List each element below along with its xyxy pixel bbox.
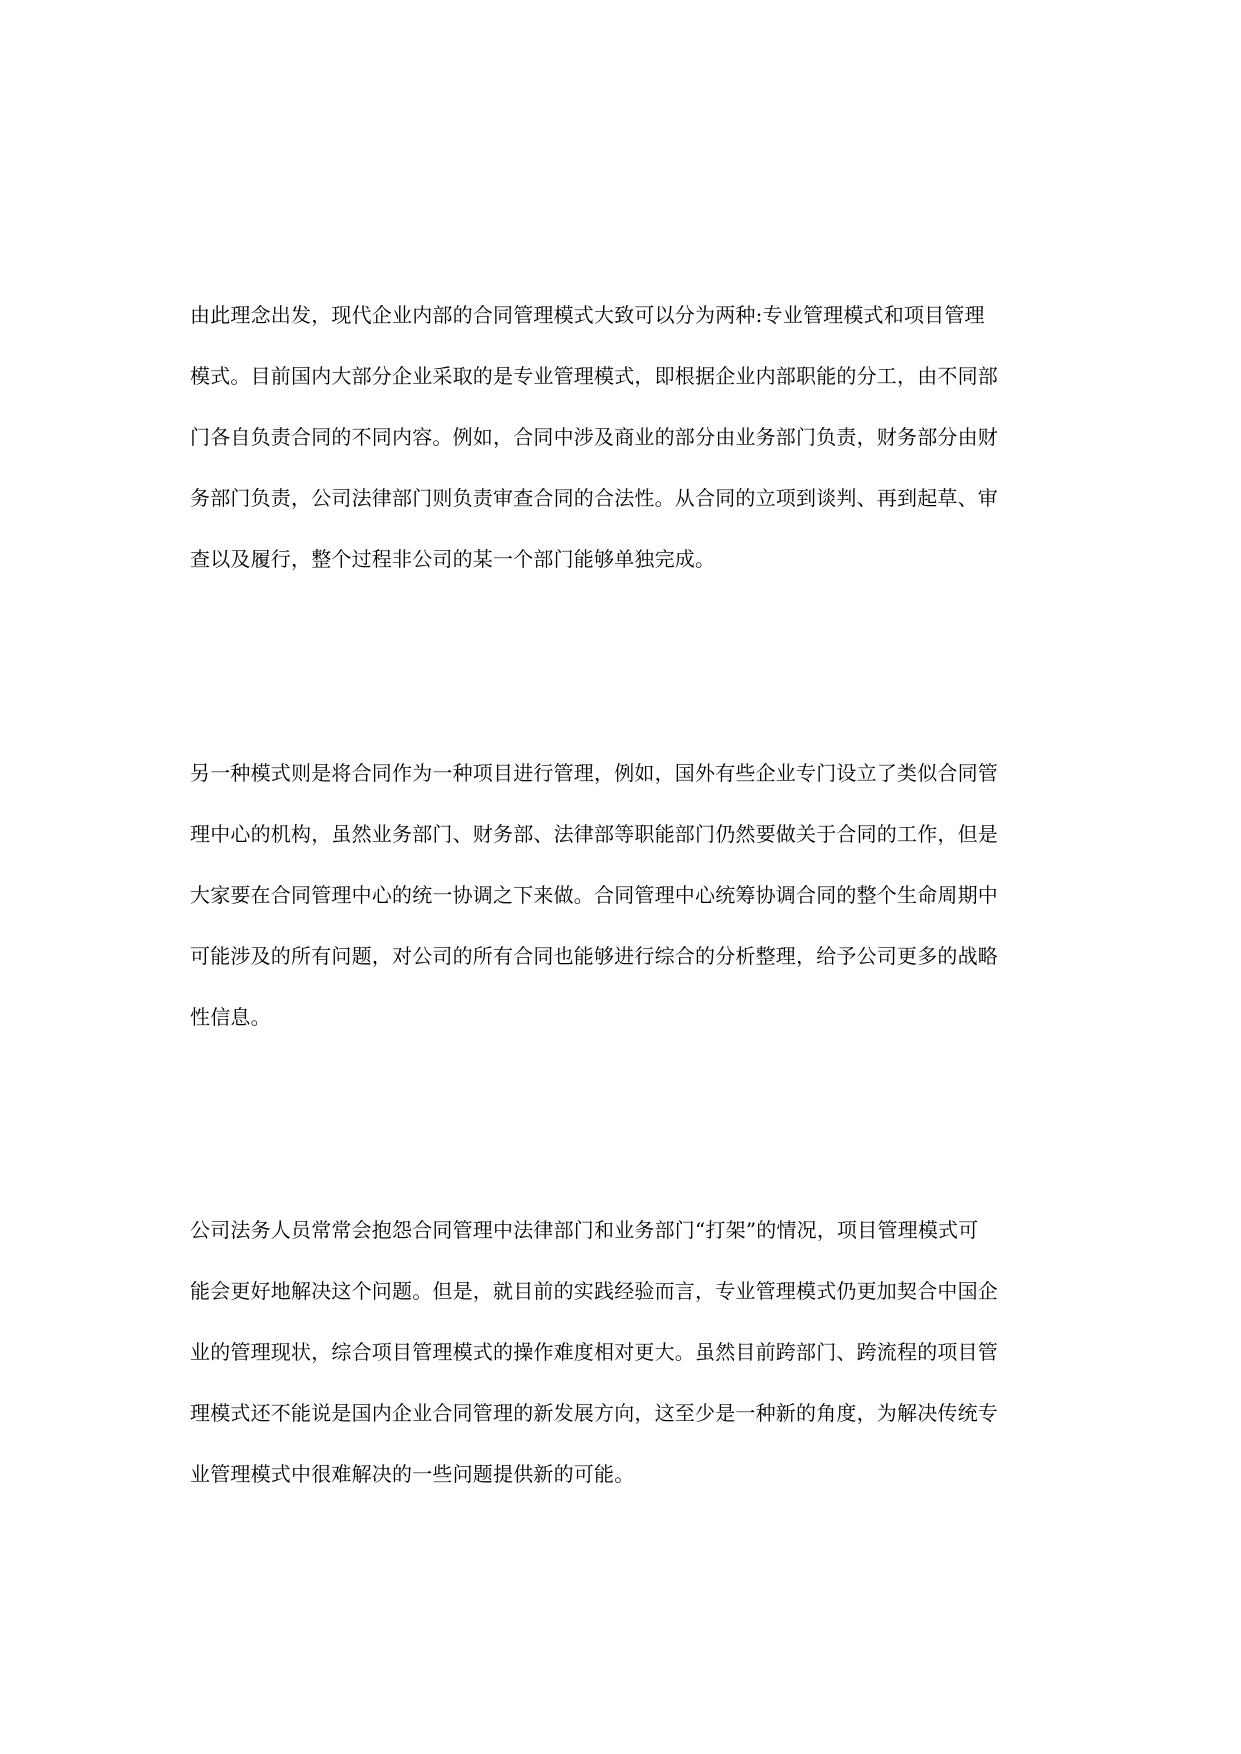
text-line: 可能涉及的所有问题，对公司的所有合同也能够进行综合的分析整理，给予公司更多的战略 — [190, 944, 998, 968]
text-line: 务部门负责，公司法律部门则负责审查合同的合法性。从合同的立项到谈判、再到起草、审 — [190, 486, 998, 510]
paragraph-mode-comparison — [190, 1200, 1072, 1505]
text-line: 理模式还不能说是国内企业合同管理的新发展方向，这至少是一种新的角度，为解决传统专 — [190, 1401, 998, 1425]
text-line: 门各自负责合同的不同内容。例如，合同中涉及商业的部分由业务部门负责，财务部分由财 — [190, 425, 998, 449]
paragraph-project-management-mode — [190, 743, 1072, 1048]
paragraph-contract-management-modes — [190, 285, 1072, 590]
text-line: 性信息。 — [190, 1005, 271, 1029]
text-line: 模式。目前国内大部分企业采取的是专业管理模式，即根据企业内部职能的分工，由不同部 — [190, 364, 998, 388]
text-line: 能会更好地解决这个问题。但是，就目前的实践经验而言，专业管理模式仍更加契合中国企 — [190, 1279, 998, 1303]
text-line: 业管理模式中很难解决的一些问题提供新的可能。 — [190, 1462, 635, 1486]
text-line: 业的管理现状，综合项目管理模式的操作难度相对更大。虽然目前跨部门、跨流程的项目管 — [190, 1340, 998, 1364]
text-line: 另一种模式则是将合同作为一种项目进行管理，例如，国外有些企业专门设立了类似合同管 — [190, 761, 998, 785]
text-line: 公司法务人员常常会抱怨合同管理中法律部门和业务部门“打架”的情况，项目管理模式可 — [190, 1218, 979, 1242]
text-line: 大家要在合同管理中心的统一协调之下来做。合同管理中心统筹协调合同的整个生命周期中 — [190, 883, 998, 907]
text-line: 理中心的机构，虽然业务部门、财务部、法律部等职能部门仍然要做关于合同的工作，但是 — [190, 822, 998, 846]
text-line: 由此理念出发，现代企业内部的合同管理模式大致可以分为两种:专业管理模式和项目管理 — [190, 303, 985, 327]
text-line: 查以及履行，整个过程非公司的某一个部门能够单独完成。 — [190, 547, 716, 571]
